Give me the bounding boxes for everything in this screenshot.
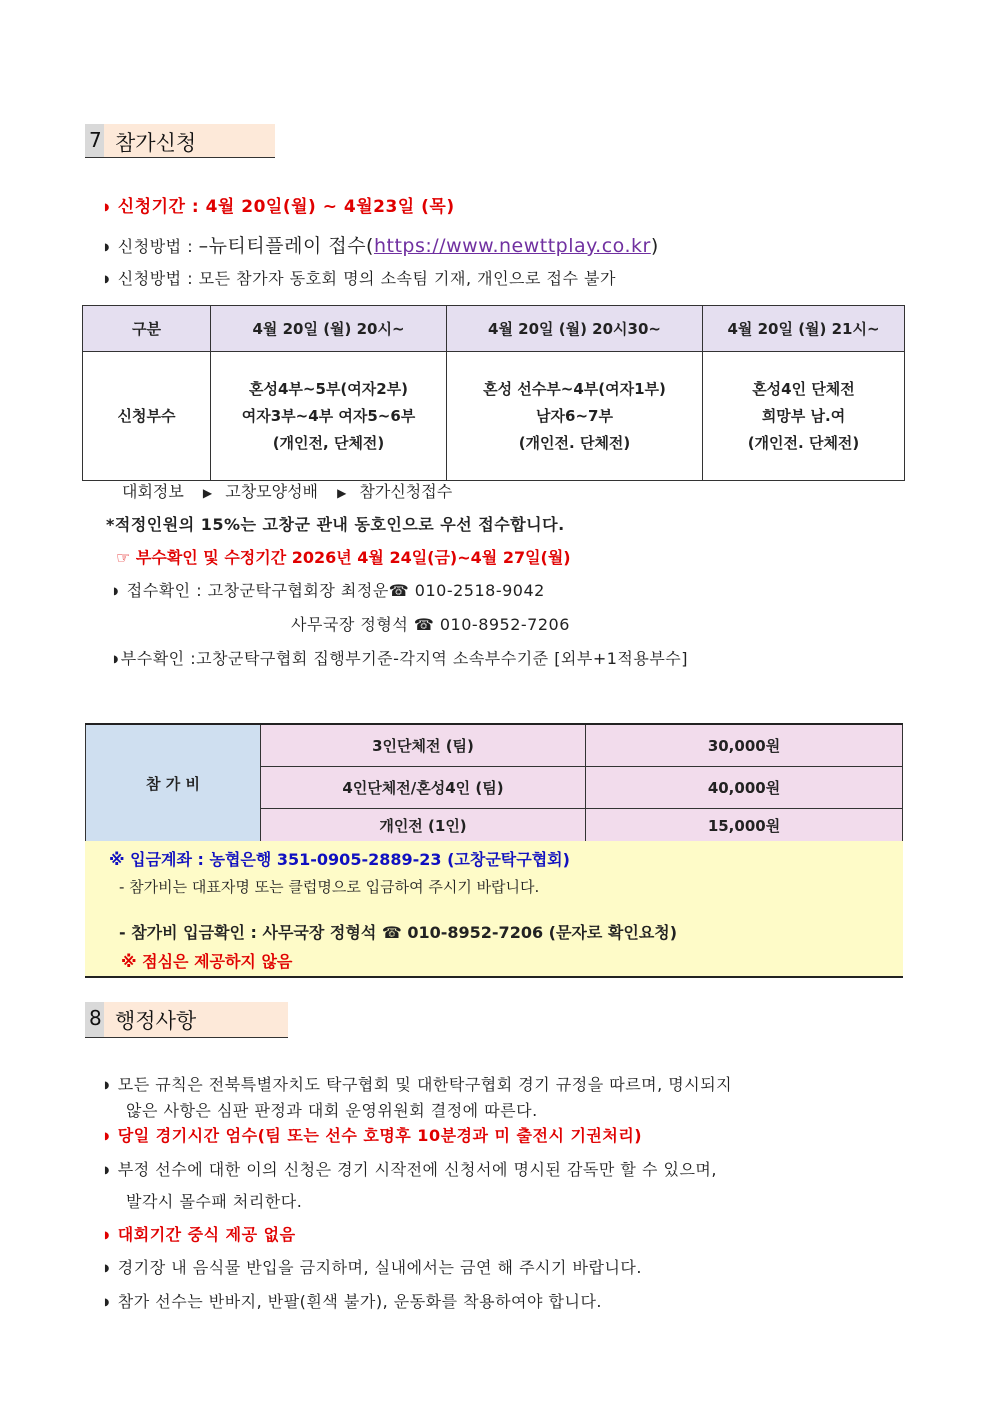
table-cell: 혼성4부~5부(여자2부) 여자3부~4부 여자5~6부 (개인전, 단체전): [211, 352, 447, 481]
payment-info-box: [85, 841, 903, 978]
fee-label: 참 가 비: [86, 724, 261, 842]
deposit-note: - 참가비는 대표자명 또는 클럽명으로 입금하여 주시기 바랍니다.: [119, 878, 540, 896]
deposit-confirm: - 참가비 입금확인 : 사무국장 정형석 ☎ 010-8952-7206 (문자로 확인요청): [119, 923, 678, 942]
breadcrumb-item[interactable]: 대회정보: [122, 482, 184, 501]
admin-rule-3: ◗ 부정 선수에 대한 이의 신청은 경기 시작전에 신청서에 명시된 감독만 할 수 있으며,: [104, 1160, 717, 1179]
apply-period: ◗ 신청기간 : 4월 20일(월) ~ 4월23일 (목): [104, 197, 455, 217]
breadcrumb-item[interactable]: 고창모양성배: [225, 482, 318, 501]
bullet-icon: ◗: [113, 654, 119, 665]
bullet-icon: ◗: [104, 1297, 110, 1308]
fee-table: [85, 723, 903, 843]
table-header-row: [83, 306, 905, 352]
table-cell: 혼성4인 단체전 희망부 남.여 (개인전. 단체전): [703, 352, 905, 481]
bullet-icon: ◗: [104, 1131, 110, 1142]
bullet-icon: ◗: [104, 242, 110, 253]
revise-period: ☞ 부수확인 및 수정기간 2026년 4월 24일(금)~4월 27일(월): [116, 548, 571, 567]
level-check: ◗ 부수확인 :고창군탁구협회 집행부기준-각지역 소속부수기준 [외부+1적용부수]: [113, 649, 688, 668]
apply-method-1: ◗ 신청방법 : –뉴티티플레이 접수(https://www.newttplay.co.kr): [104, 235, 659, 257]
apply-method-2: ◗ 신청방법 : 모든 참가자 동호회 명의 소속팀 기재, 개인으로 접수 불가: [104, 269, 616, 288]
arrow-right-icon: ▶: [202, 486, 213, 500]
header-cell: 4월 20일 (월) 20시30~: [447, 306, 703, 352]
bullet-icon: ◗: [104, 1263, 110, 1274]
bullet-icon: ◗: [104, 1165, 110, 1176]
admin-rule-3-cont: 발각시 몰수패 처리한다.: [126, 1192, 303, 1211]
admin-rule-2: ◗ 당일 경기시간 엄수(팀 또는 선수 호명후 10분경과 미 출전시 기권처리): [104, 1126, 643, 1145]
no-lunch-note: ※ 점심은 제공하지 않음: [121, 952, 293, 971]
breadcrumb-item[interactable]: 참가신청접수: [359, 482, 453, 501]
admin-rule-1-cont: 않은 사항은 심판 판정과 대회 운영위원회 결정에 따른다.: [126, 1101, 538, 1120]
bullet-icon: ◗: [113, 586, 119, 597]
admin-rule-1: ◗ 모든 규칙은 전북특별자치도 탁구협회 및 대한탁구협회 경기 규정을 따르며, 명시되지: [104, 1075, 733, 1094]
schedule-table: [82, 305, 905, 481]
bullet-icon: ◗: [104, 201, 110, 213]
header-cell: 구분: [83, 306, 211, 352]
section-heading: 행정사항: [115, 1009, 197, 1033]
fee-price: 30,000원: [586, 724, 903, 766]
section-number: 7: [89, 128, 102, 152]
header-cell: 4월 20일 (월) 20시~: [211, 306, 447, 352]
table-row: [86, 724, 903, 766]
fee-item: 3인단체전 (팀): [261, 724, 586, 766]
header-cell: 4월 20일 (월) 21시~: [703, 306, 905, 352]
section-heading: 참가신청: [115, 131, 197, 155]
table-row: [83, 352, 905, 481]
bullet-icon: ◗: [104, 1230, 110, 1241]
admin-rule-6: ◗ 참가 선수는 반바지, 반팔(흰색 불가), 운동화를 착용하여야 합니다.: [104, 1292, 602, 1311]
admin-rule-4: ◗ 대회기간 중식 제공 없음: [104, 1225, 296, 1244]
fee-item: 개인전 (1인): [261, 808, 586, 842]
fee-price: 40,000원: [586, 766, 903, 808]
row-label: 신청부수: [83, 352, 211, 481]
fee-price: 15,000원: [586, 808, 903, 842]
contact-president: ◗ 접수확인 : 고창군탁구협회장 최정운☎ 010-2518-9042: [113, 581, 545, 600]
registration-link[interactable]: https://www.newttplay.co.kr: [373, 235, 651, 257]
bank-account: ※ 입금계좌 : 농협은행 351-0905-2889-23 (고창군탁구협회): [109, 850, 570, 869]
bullet-icon: ◗: [104, 274, 110, 285]
section-8-title: [85, 1002, 288, 1038]
admin-rule-5: ◗ 경기장 내 음식물 반입을 금지하며, 실내에서는 금연 해 주시기 바랍니다.: [104, 1258, 642, 1277]
section-7-title: [85, 124, 275, 158]
section-number: 8: [89, 1006, 102, 1030]
table-cell: 혼성 선수부~4부(여자1부) 남자6~7부 (개인전. 단체전): [447, 352, 703, 481]
arrow-right-icon: ▶: [337, 486, 347, 500]
breadcrumb: [122, 479, 452, 502]
contact-secretary: 사무국장 정형석 ☎ 010-8952-7206: [291, 615, 570, 634]
fee-item: 4인단체전/혼성4인 (팀): [261, 766, 586, 808]
quota-note: *적정인원의 15%는 고창군 관내 동호인으로 우선 접수합니다.: [106, 515, 565, 534]
bullet-icon: ◗: [104, 1080, 110, 1091]
